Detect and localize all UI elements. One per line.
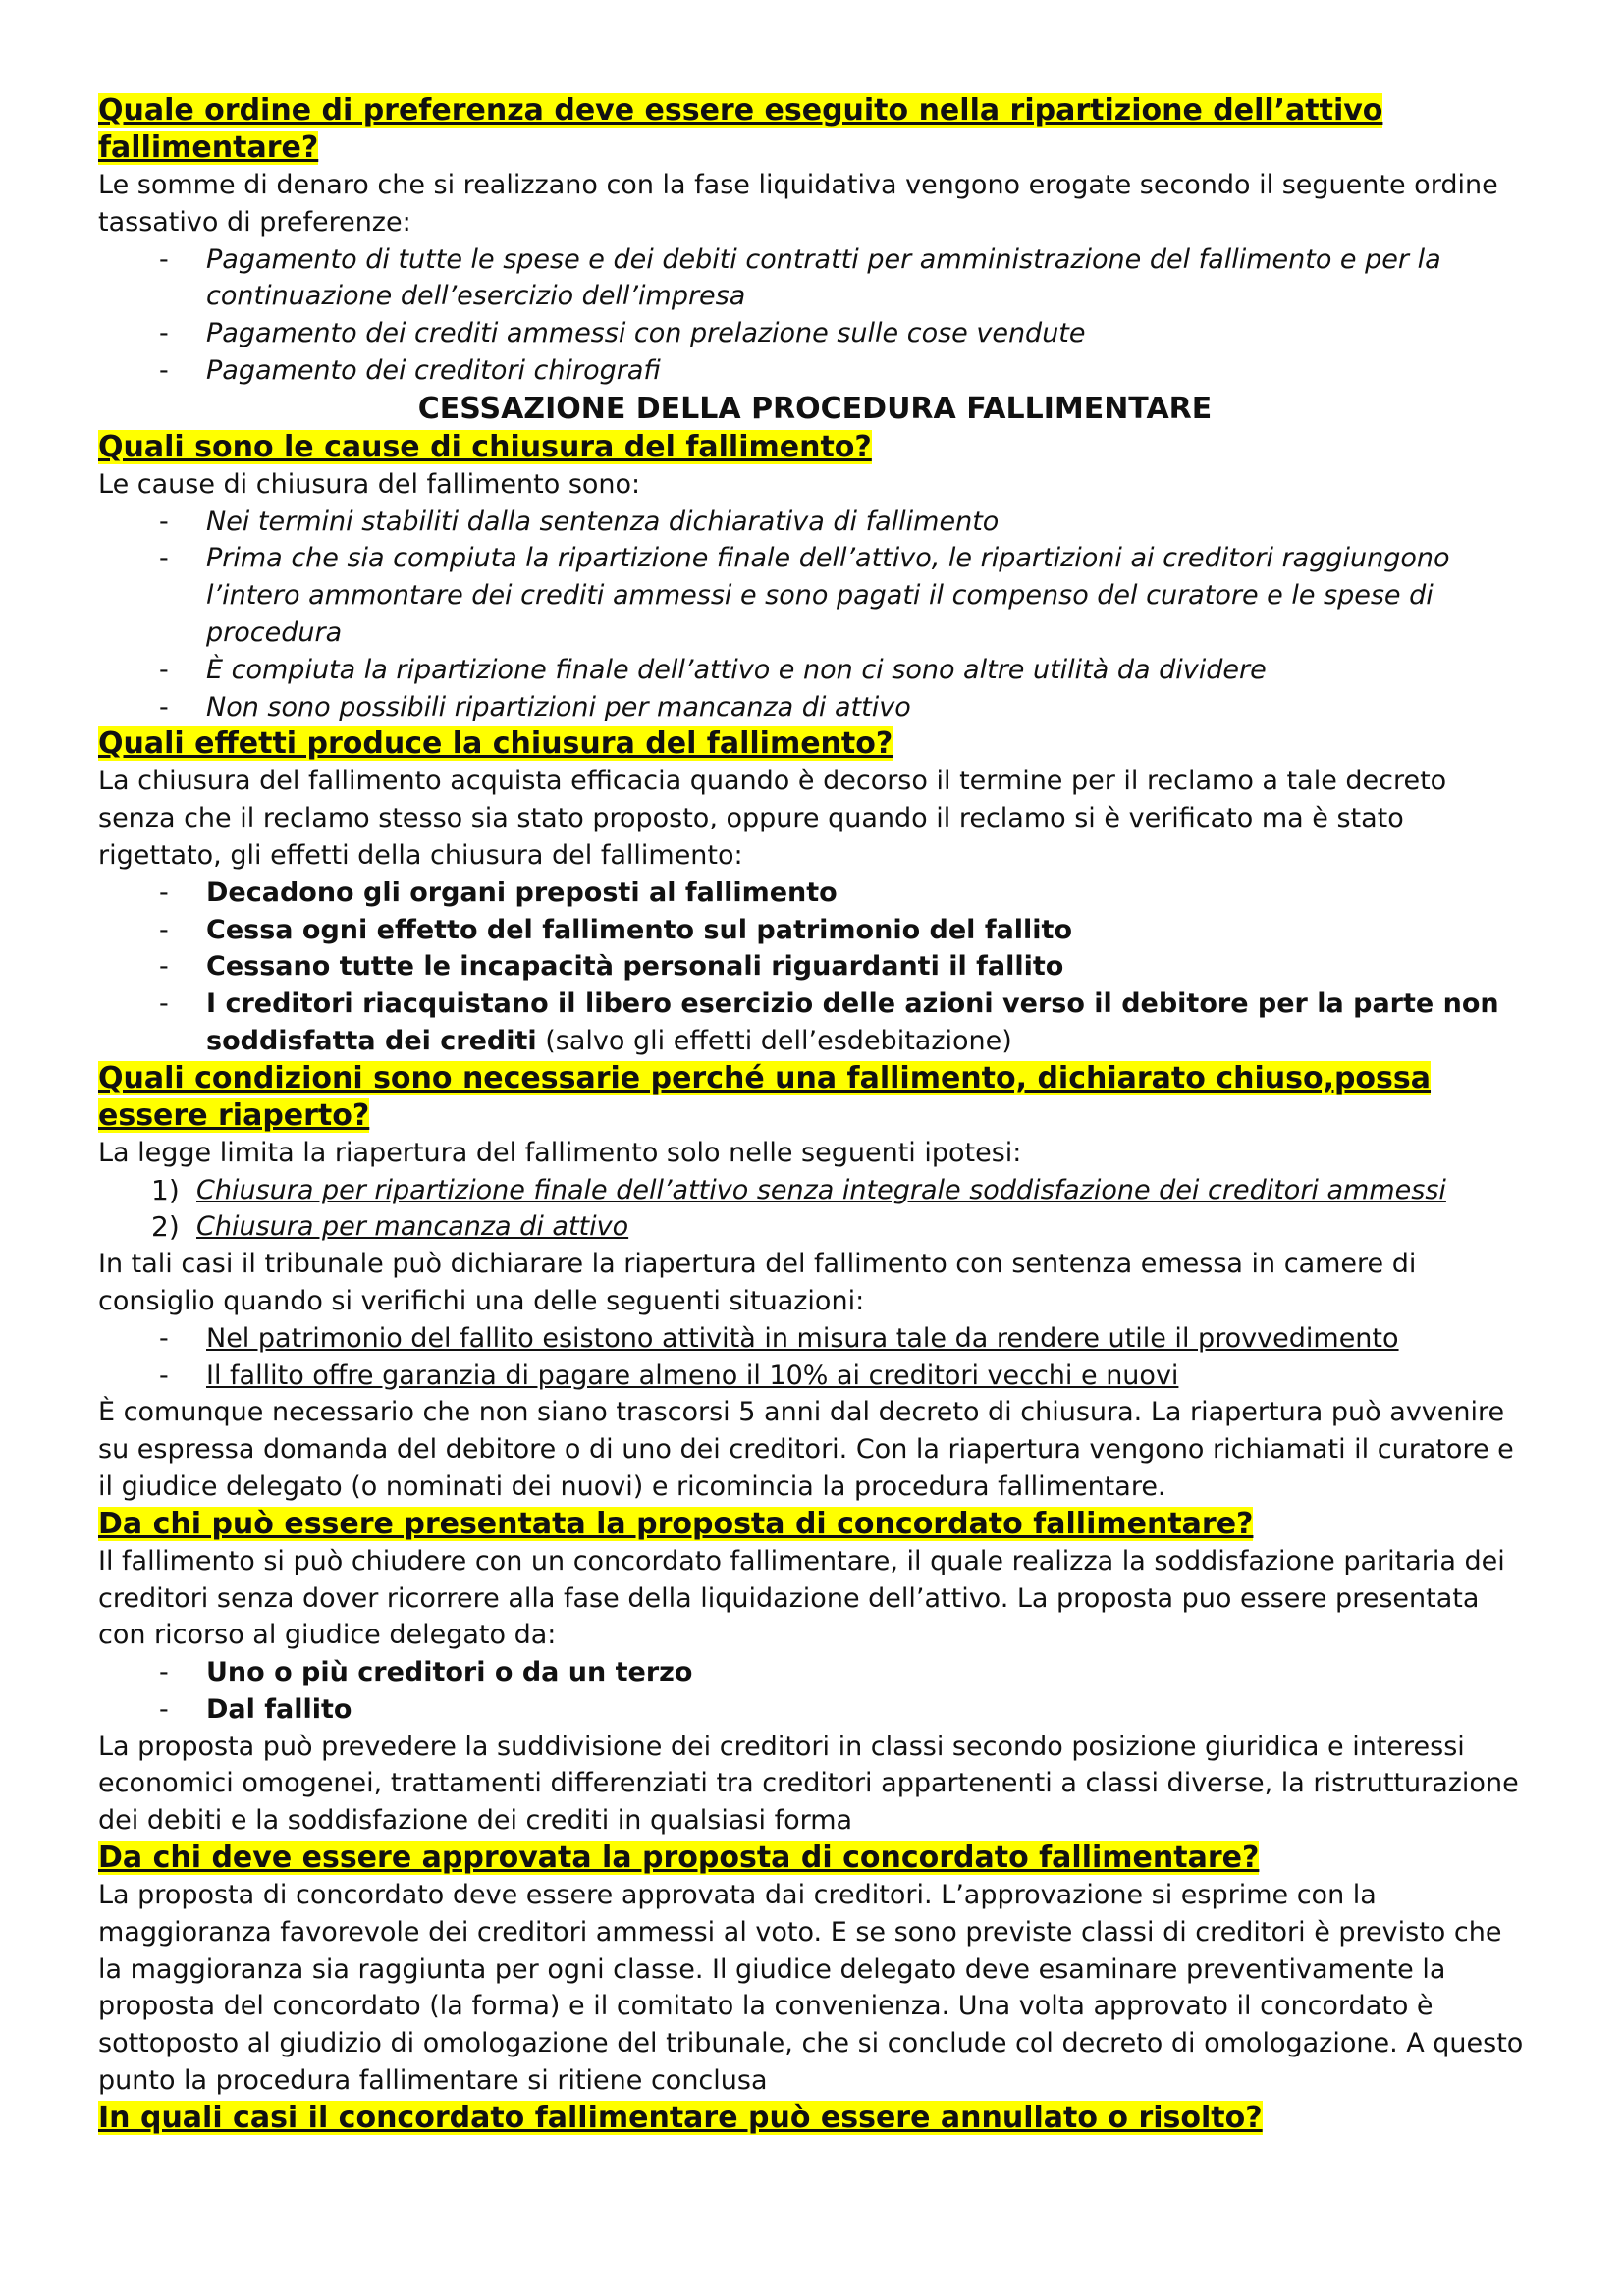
dash-list [98, 1320, 1532, 1395]
question-heading: Da chi deve essere approvata la proposta di concordato fallimentare? [98, 1841, 1260, 1876]
numbered-item: 2) Chiusura per mancanza di attivo [151, 1210, 629, 1244]
paragraph: La legge limita la riapertura del fallimento solo nelle seguenti ipotesi: [98, 1137, 1022, 1168]
paragraph: In tali casi il tribunale può dichiarare la riapertura del fallimento con sentenza emessa in camere di consiglio quando si verifichi una delle seguenti situazioni: [98, 1249, 1417, 1316]
section-heading: CESSAZIONE DELLA PROCEDURA FALLIMENTARE [417, 391, 1213, 426]
paragraph: La chiusura del fallimento acquista efficacia quando è decorso il termine per il reclamo a tale decreto senza che il reclamo stesso sia stato proposto, oppure quando il reclamo si è verificato ma è stato rigettato, gli effetti della chiusura del fallimento: [98, 766, 1447, 871]
question-heading: Quali effetti produce la chiusura del fallimento? [98, 726, 893, 762]
list-item: - Prima che sia compiuta la ripartizione finale dell’attivo, le ripartizioni ai creditori raggiungono l’intero ammontare dei crediti ammessi e sono pagati il compenso del curatore e le spese di procedura [98, 540, 1532, 651]
list-item: - Dal fallito [98, 1691, 1532, 1729]
list-item: - È compiuta la ripartizione finale dell’attivo e non ci sono altre utilità da dividere [98, 652, 1532, 689]
numbered-list [98, 1172, 1532, 1247]
paragraph: La proposta di concordato deve essere approvata dai creditori. L’approvazione si esprime con la maggioranza favorevole dei creditori ammessi al voto. E se sono previste classi di creditori è previsto che la maggioranza sia raggiunta per ogni classe. Il giudice delegato deve esaminare preventivamente la proposta del concordato (la forma) e il comitato la convenienza. Una volta approvato il concordato è sottoposto al giudizio di omologazione del tribunale, che si conclude col decreto di omologazione. A questo punto la procedura fallimentare si ritiene conclusa [98, 1880, 1524, 2097]
paragraph: La proposta può prevedere la suddivisione dei creditori in classi secondo posizione giuridica e interessi economici omogenei, trattamenti differenziati tra creditori appartenenti a classi diverse, la ristrutturazione dei debiti e la soddisfazione dei crediti in qualsiasi forma [98, 1731, 1519, 1837]
list-item: - Pagamento di tutte le spese e dei debiti contratti per amministrazione del fallimento e per la continuazione dell’esercizio dell’impresa [98, 241, 1532, 316]
dash-list [98, 1654, 1532, 1729]
dash-list [98, 504, 1532, 726]
list-item: - Nei termini stabiliti dalla sentenza dichiarativa di fallimento [98, 504, 1532, 541]
list-item: - Pagamento dei creditori chirografi [98, 352, 1532, 390]
dash-list [98, 875, 1532, 1060]
dash-list [98, 241, 1532, 390]
question-heading: Quali condizioni sono necessarie perché una fallimento, dichiarato chiuso,possa essere riaperto? [98, 1060, 1432, 1133]
question-heading: Quale ordine di preferenza deve essere eseguito nella ripartizione dell’attivo fallimentare? [98, 93, 1383, 165]
list-item: - Pagamento dei crediti ammessi con prelazione sulle cose vendute [98, 315, 1532, 352]
list-item: - Non sono possibili ripartizioni per mancanza di attivo [98, 689, 1532, 726]
paragraph: Il fallimento si può chiudere con un concordato fallimentare, il quale realizza la soddisfazione paritaria dei creditori senza dover ricorrere alla fase della liquidazione dell’attivo. La proposta puo essere presentata con ricorso al giudice delegato da: [98, 1545, 1505, 1651]
list-item: - Nel patrimonio del fallito esistono attività in misura tale da rendere utile il provvedimento [98, 1320, 1532, 1358]
list-item: - Cessa ogni effetto del fallimento sul patrimonio del fallito [98, 912, 1532, 949]
question-heading: Quali sono le cause di chiusura del fallimento? [98, 429, 872, 464]
numbered-item: 1) Chiusura per ripartizione finale dell’attivo senza integrale soddisfazione dei creditori ammessi [151, 1173, 1446, 1206]
question-heading: In quali casi il concordato fallimentare può essere annullato o risolto? [98, 2100, 1263, 2135]
list-item: - Uno o più creditori o da un terzo [98, 1654, 1532, 1691]
list-item: - Il fallito offre garanzia di pagare almeno il 10% ai creditori vecchi e nuovi [98, 1358, 1532, 1395]
list-item: - I creditori riacquistano il libero esercizio delle azioni verso il debitore per la parte non soddisfatta dei crediti (salvo gli effetti dell’esdebitazione) [98, 986, 1532, 1060]
paragraph: Le somme di denaro che si realizzano con la fase liquidativa vengono erogate secondo il seguente ordine tassativo di preferenze: [98, 170, 1498, 238]
paragraph: Le cause di chiusura del fallimento sono: [98, 468, 641, 500]
question-heading: Da chi può essere presentata la proposta di concordato fallimentare? [98, 1506, 1254, 1541]
list-item: - Cessano tutte le incapacità personali riguardanti il fallito [98, 948, 1532, 986]
list-item: - Decadono gli organi preposti al fallimento [98, 875, 1532, 912]
document-page [98, 92, 1532, 2137]
paragraph: È comunque necessario che non siano trascorsi 5 anni dal decreto di chiusura. La riapertura può avvenire su espressa domanda del debitore o di uno dei creditori. Con la riapertura vengono richiamati il curatore e il giudice delegato (o nominati dei nuovi) e ricomincia la procedura fallimentare. [98, 1397, 1514, 1502]
